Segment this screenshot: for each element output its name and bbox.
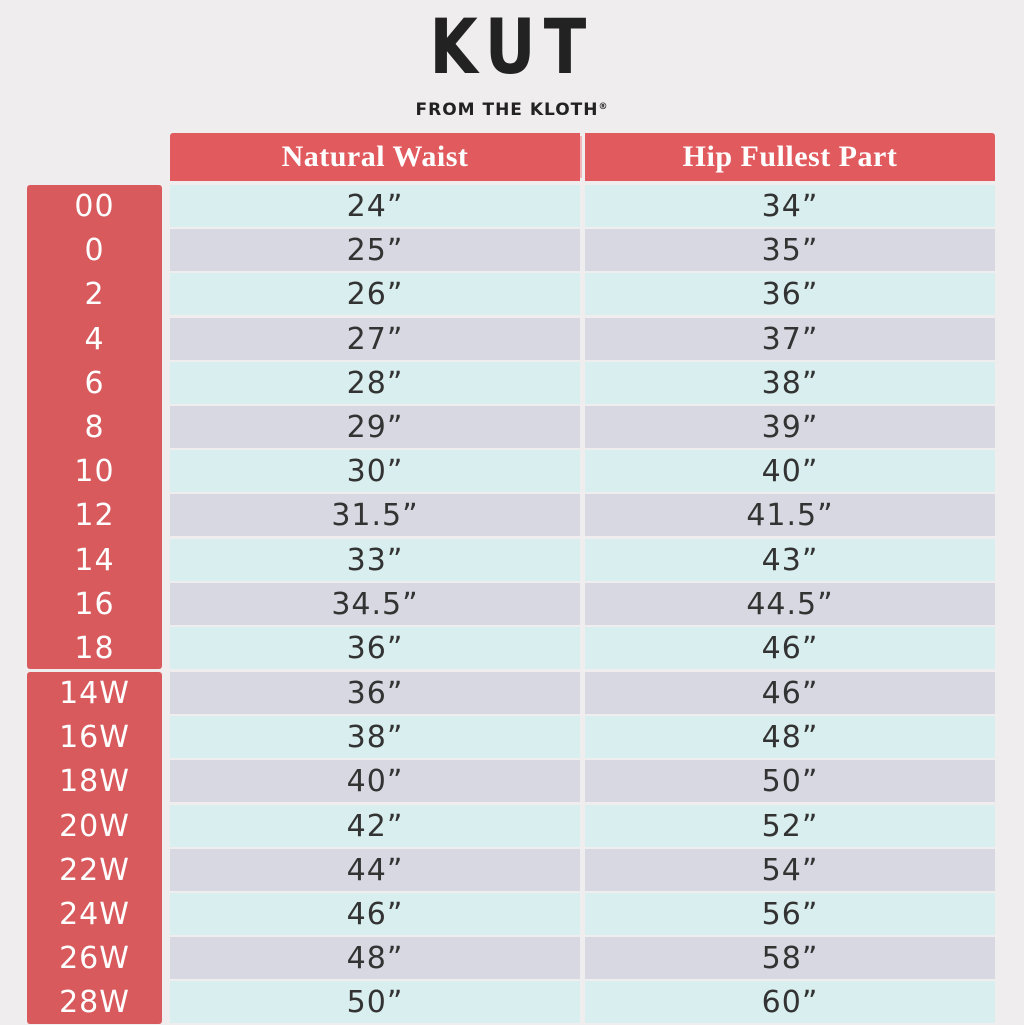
table-row (0, 494, 1024, 536)
natural-waist-value: 31.5” (170, 494, 580, 536)
natural-waist-value: 40” (170, 760, 580, 802)
size-label: 16W (59, 720, 130, 756)
natural-waist-value: 48” (170, 937, 580, 979)
hip-fullest-value: 37” (585, 318, 995, 360)
size-label: 8 (84, 410, 105, 445)
natural-waist-value: 34.5” (170, 583, 580, 625)
table-row (0, 760, 1024, 802)
size-label: 10 (74, 454, 115, 490)
size-label: 24W (59, 897, 130, 932)
hip-fullest-value: 44.5” (585, 583, 995, 625)
header-hip-fullest-part: Hip Fullest Part (585, 133, 995, 181)
natural-waist-value: 27” (170, 318, 580, 360)
natural-waist-value: 36” (170, 672, 580, 714)
hip-fullest-value: 40” (585, 450, 995, 492)
table-row (0, 805, 1024, 847)
natural-waist-value: 30” (170, 450, 580, 492)
table-row (0, 716, 1024, 758)
table-row (0, 893, 1024, 935)
size-label: 4 (84, 321, 105, 357)
table-row (0, 450, 1024, 492)
size-label: 18 (74, 631, 115, 666)
brand-tagline (0, 96, 1024, 121)
size-label: 22W (59, 852, 130, 888)
natural-waist-value: 25” (170, 229, 580, 271)
size-label: 6 (84, 365, 105, 401)
hip-fullest-value: 50” (585, 760, 995, 802)
table-row (0, 273, 1024, 315)
size-label: 00 (74, 189, 115, 224)
natural-waist-value: 26” (170, 273, 580, 315)
hip-fullest-value: 41.5” (585, 494, 995, 536)
table-row (0, 627, 1024, 669)
size-label: 14W (59, 676, 130, 711)
tagline-text: FROM THE KLOTH (415, 100, 599, 120)
header-divider (580, 136, 582, 178)
natural-waist-value: 46” (170, 893, 580, 935)
hip-fullest-value: 46” (585, 672, 995, 714)
table-row (0, 185, 1024, 227)
registered-mark: ® (598, 102, 609, 112)
natural-waist-value: 36” (170, 627, 580, 669)
natural-waist-value: 33” (170, 539, 580, 581)
table-row (0, 539, 1024, 581)
hip-fullest-value: 39” (585, 406, 995, 448)
natural-waist-value: 24” (170, 185, 580, 227)
hip-fullest-value: 48” (585, 716, 995, 758)
table-row (0, 406, 1024, 448)
hip-fullest-value: 36” (585, 273, 995, 315)
table-row (0, 362, 1024, 404)
natural-waist-value: 28” (170, 362, 580, 404)
hip-fullest-value: 60” (585, 981, 995, 1023)
hip-fullest-value: 54” (585, 849, 995, 891)
hip-fullest-value: 52” (585, 805, 995, 847)
hip-fullest-value: 56” (585, 893, 995, 935)
table-row (0, 318, 1024, 360)
size-label: 14 (74, 542, 115, 578)
size-label: 20W (59, 808, 130, 844)
size-label: 16 (74, 586, 115, 622)
hip-fullest-value: 34” (585, 185, 995, 227)
hip-fullest-value: 46” (585, 627, 995, 669)
natural-waist-value: 44” (170, 849, 580, 891)
size-label: 12 (74, 498, 115, 534)
header-natural-waist: Natural Waist (170, 133, 580, 181)
natural-waist-value: 42” (170, 805, 580, 847)
brand-logo: KUT (429, 2, 595, 91)
size-label: 0 (84, 233, 105, 269)
table-row (0, 937, 1024, 979)
hip-fullest-value: 58” (585, 937, 995, 979)
natural-waist-value: 50” (170, 981, 580, 1023)
hip-fullest-value: 43” (585, 539, 995, 581)
size-label: 28W (59, 985, 130, 1021)
size-label: 26W (59, 941, 130, 977)
table-row (0, 229, 1024, 271)
size-label: 2 (84, 277, 105, 313)
hip-fullest-value: 35” (585, 229, 995, 271)
hip-fullest-value: 38” (585, 362, 995, 404)
natural-waist-value: 38” (170, 716, 580, 758)
table-row (0, 583, 1024, 625)
table-row (0, 672, 1024, 714)
table-row (0, 849, 1024, 891)
natural-waist-value: 29” (170, 406, 580, 448)
table-row (0, 981, 1024, 1023)
size-label: 18W (59, 764, 130, 800)
